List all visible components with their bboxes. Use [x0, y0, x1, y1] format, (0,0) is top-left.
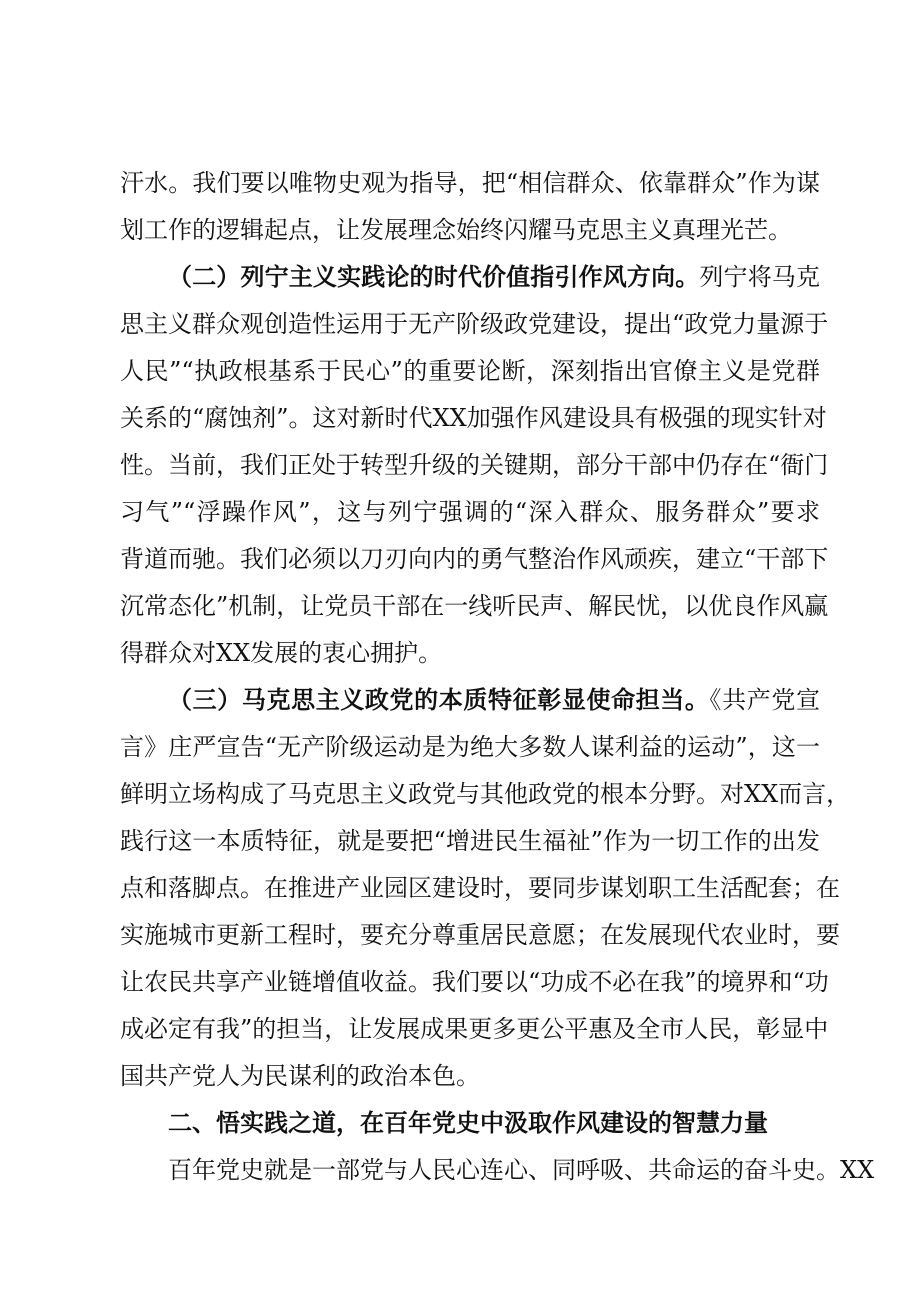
- line-text: 沉常态化”机制，让党员干部在一线听民声、解民忧，以优良作风赢: [120, 592, 829, 620]
- line-text: 得群众对XX发展的衷心拥护。: [120, 639, 443, 667]
- line-text: 性。当前，我们正处于转型升级的关键期，部分干部中仍存在“衙门: [120, 451, 829, 479]
- paragraph-line: [120, 967, 829, 997]
- line-text: 汗水。我们要以唯物史观为指导，把“相信群众、依靠群众”作为谋: [120, 169, 820, 197]
- subheading-line: [168, 685, 820, 715]
- paragraph-line: [120, 544, 829, 574]
- paragraph-line: [168, 1155, 875, 1185]
- line-text: 让农民共享产业链增值收益。我们要以“功成不必在我”的境界和“功: [120, 968, 829, 996]
- line-text: 百年党史就是一部党与人民心连心、同呼吸、共命运的奋斗史。XX: [168, 1156, 875, 1184]
- section-heading-text: 二、悟实践之道，在百年党史中汲取作风建设的智慧力量: [168, 1109, 768, 1137]
- paragraph-line: [120, 1061, 820, 1091]
- subheading-text: （三）马克思主义政党的本质特征彰显使命担当。: [168, 686, 710, 714]
- paragraph-line: [120, 873, 840, 903]
- paragraph-line: [120, 779, 851, 809]
- paragraph-line: [120, 356, 820, 386]
- subheading-text: （二）列宁主义实践论的时代价值指引作风方向。: [168, 263, 700, 291]
- paragraph-line: [120, 1014, 829, 1044]
- line-text: 《共产党宣: [709, 686, 821, 714]
- paragraph-line: [120, 732, 820, 762]
- line-text: 划工作的逻辑起点，让发展理念始终闪耀马克思主义真理光芒。: [120, 216, 792, 244]
- paragraph-line: [120, 215, 820, 245]
- line-text: 列宁将马克: [699, 263, 821, 291]
- line-text: 言》庄严宣告“无产阶级运动是为绝大多数人谋利益的运动”，这一: [120, 733, 820, 761]
- line-text: 成必定有我”的担当，让发展成果更多更公平惠及全市人民，彰显中: [120, 1015, 829, 1043]
- paragraph-line: [120, 497, 820, 527]
- paragraph-line: [120, 638, 820, 668]
- line-text: 思主义群众观创造性运用于无产阶级政党建设，提出“政党力量源于: [120, 310, 829, 338]
- paragraph-line: [120, 920, 840, 950]
- paragraph-line: [120, 403, 827, 433]
- line-text: 践行这一本质特征，就是要把“增进民生福祉”作为一切工作的出发: [120, 827, 820, 855]
- line-text: 背道而驰。我们必须以刀刃向内的勇气整治作风顽疾，建立“干部下: [120, 545, 829, 573]
- line-text: 点和落脚点。在推进产业园区建设时，要同步谋划职工生活配套；在: [120, 874, 840, 902]
- paragraph-line: [120, 168, 820, 198]
- line-text: 国共产党人为民谋利的政治本色。: [120, 1062, 480, 1090]
- line-text: 实施城市更新工程时，要充分尊重居民意愿；在发展现代农业时，要: [120, 921, 840, 949]
- section-heading: [168, 1108, 820, 1138]
- line-text: 人民”“执政根基系于民心”的重要论断，深刻指出官僚主义是党群: [120, 357, 820, 385]
- subheading-line: [168, 262, 820, 292]
- paragraph-line: [120, 591, 829, 621]
- line-text: 鲜明立场构成了马克思主义政党与其他政党的根本分野。对XX而言，: [120, 780, 851, 808]
- paragraph-line: [120, 826, 820, 856]
- line-text: 习气”“浮躁作风”，这与列宁强调的“深入群众、服务群众”要求: [120, 498, 820, 526]
- paragraph-line: [120, 450, 829, 480]
- line-text: 关系的“腐蚀剂”。这对新时代XX加强作风建设具有极强的现实针对: [120, 404, 827, 432]
- paragraph-line: [120, 309, 829, 339]
